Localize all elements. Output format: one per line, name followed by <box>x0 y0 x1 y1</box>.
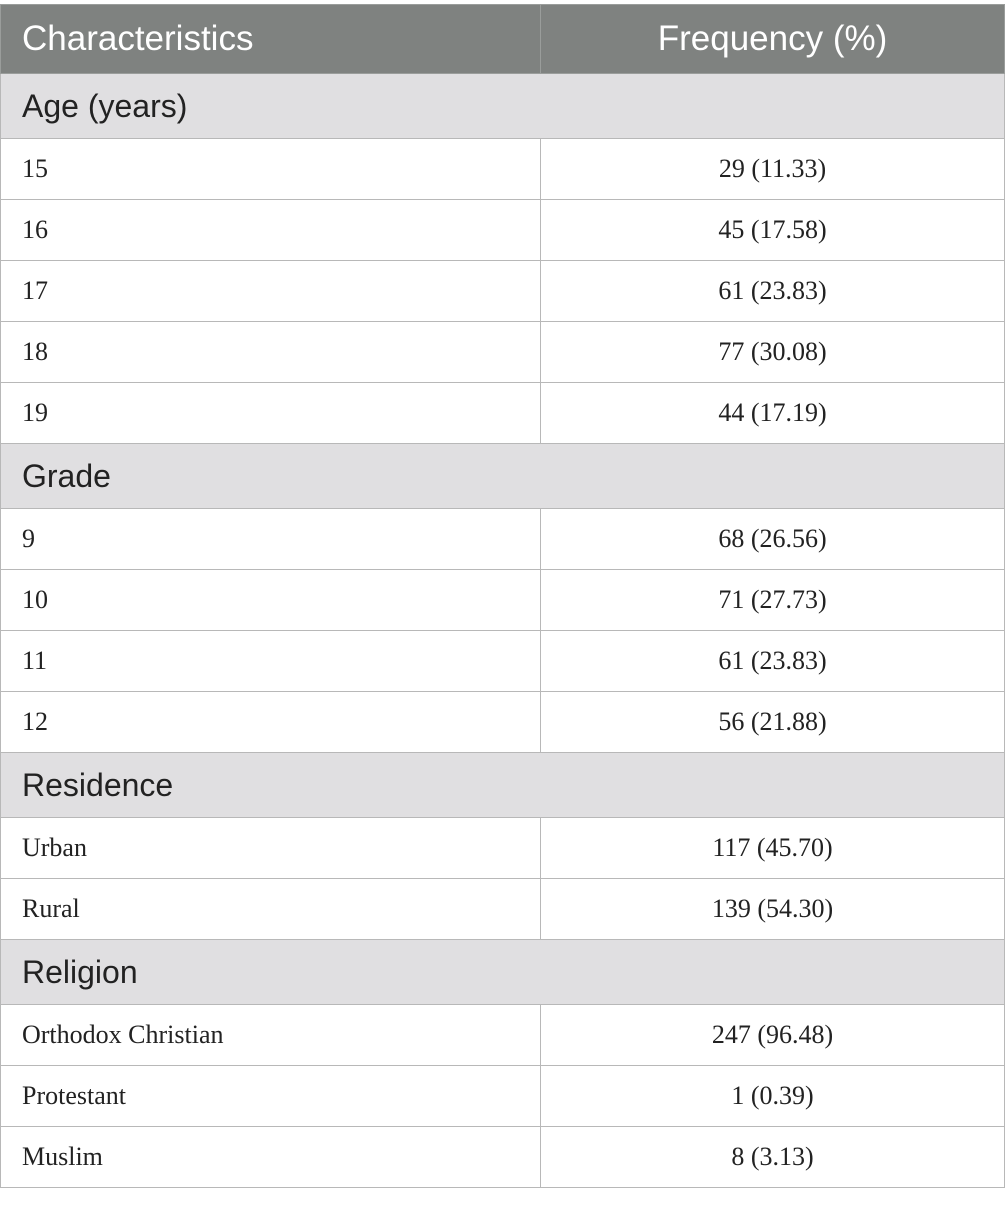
section-title: Age (years) <box>1 74 1005 139</box>
characteristics-table <box>0 4 1005 1188</box>
table-row <box>1 1127 1005 1188</box>
table-row <box>1 1005 1005 1066</box>
table-row <box>1 509 1005 570</box>
table-header-row <box>1 5 1005 74</box>
section-row-religion <box>1 940 1005 1005</box>
table-row <box>1 261 1005 322</box>
table-row <box>1 322 1005 383</box>
row-label: 19 <box>1 383 541 444</box>
row-label: 9 <box>1 509 541 570</box>
row-value: 1 (0.39) <box>541 1066 1005 1127</box>
row-label: 16 <box>1 200 541 261</box>
table-row <box>1 818 1005 879</box>
row-label: 11 <box>1 631 541 692</box>
row-label: 12 <box>1 692 541 753</box>
table-row <box>1 631 1005 692</box>
section-title: Grade <box>1 444 1005 509</box>
section-row-grade <box>1 444 1005 509</box>
table-row <box>1 692 1005 753</box>
row-value: 247 (96.48) <box>541 1005 1005 1066</box>
row-value: 29 (11.33) <box>541 139 1005 200</box>
row-value: 68 (26.56) <box>541 509 1005 570</box>
header-characteristics: Characteristics <box>1 5 541 74</box>
section-title: Residence <box>1 753 1005 818</box>
row-label: 18 <box>1 322 541 383</box>
row-value: 44 (17.19) <box>541 383 1005 444</box>
table-row <box>1 1066 1005 1127</box>
row-label: 10 <box>1 570 541 631</box>
table-row <box>1 879 1005 940</box>
row-value: 56 (21.88) <box>541 692 1005 753</box>
row-label: Orthodox Christian <box>1 1005 541 1066</box>
row-value: 61 (23.83) <box>541 261 1005 322</box>
row-value: 45 (17.58) <box>541 200 1005 261</box>
section-row-age <box>1 74 1005 139</box>
row-label: 15 <box>1 139 541 200</box>
row-value: 139 (54.30) <box>541 879 1005 940</box>
section-row-residence <box>1 753 1005 818</box>
row-value: 61 (23.83) <box>541 631 1005 692</box>
row-label: Protestant <box>1 1066 541 1127</box>
row-label: Urban <box>1 818 541 879</box>
table-row <box>1 383 1005 444</box>
section-title: Religion <box>1 940 1005 1005</box>
row-label: Muslim <box>1 1127 541 1188</box>
row-value: 117 (45.70) <box>541 818 1005 879</box>
table-row <box>1 139 1005 200</box>
row-value: 71 (27.73) <box>541 570 1005 631</box>
table-row <box>1 570 1005 631</box>
row-label: 17 <box>1 261 541 322</box>
row-value: 8 (3.13) <box>541 1127 1005 1188</box>
row-label: Rural <box>1 879 541 940</box>
table-row <box>1 200 1005 261</box>
header-frequency: Frequency (%) <box>541 5 1005 74</box>
row-value: 77 (30.08) <box>541 322 1005 383</box>
